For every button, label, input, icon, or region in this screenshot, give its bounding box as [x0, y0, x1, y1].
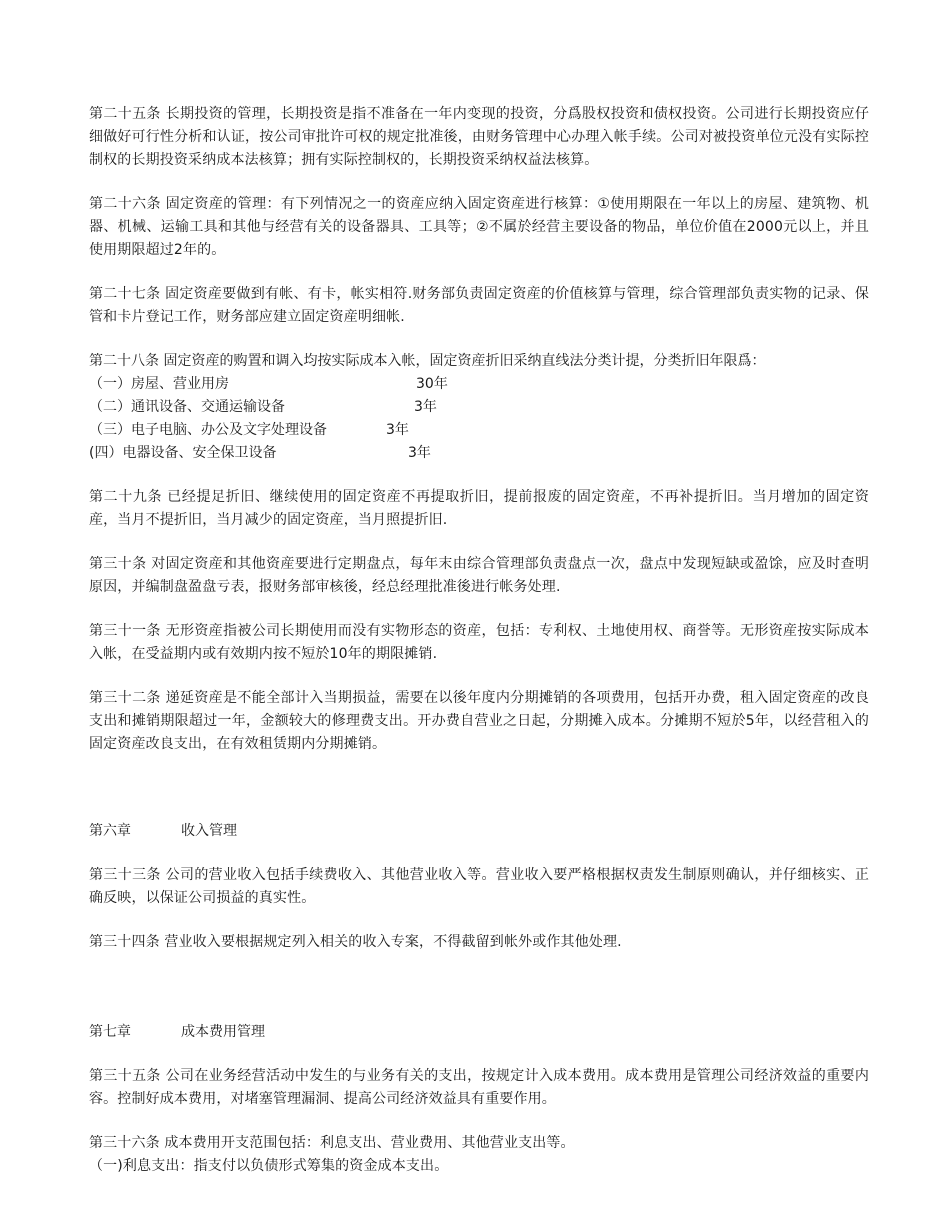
article-28 — [89, 350, 869, 465]
depreciation-item-years: 3年 — [414, 399, 437, 415]
article-32: 第三十二条 递延资産是不能全部计入当期损益，需要在以後年度内分期摊销的各项费用，包括开办费，租入固定资産的改良支出和摊销期限超过一年，金额较大的修理费支出。开办费自营业之日起，分期摊入成本。分摊期不短於5年，以经营租入的固定资産改良支出，在有效租赁期内分期摊销。 — [89, 690, 869, 752]
depreciation-item-label: (四）电器设备、安全保卫设备 — [89, 445, 277, 461]
article-31: 第三十一条 无形资産指被公司长期使用而没有实物形态的资産，包括：专利权、土地使用权、商誉等。无形资産按实际成本入帐，在受益期内或有效期内按不短於10年的期限摊销. — [89, 623, 869, 662]
depreciation-item-years: 3年 — [386, 422, 409, 438]
article-33: 第三十三条 公司的营业收入包括手续费收入、其他营业收入等。营业收入要严格根据权责发生制原则确认，并仔细核实、正确反映，以保证公司损益的真实性。 — [89, 867, 869, 906]
article-34: 第三十四条 营业收入要根据规定列入相关的收入专案，不得截留到帐外或作其他处理. — [89, 934, 622, 950]
depreciation-item — [89, 396, 869, 419]
chapter-spacer — [89, 975, 869, 1021]
article-27: 第二十七条 固定资産要做到有帐、有卡，帐实相符.财务部负责固定资産的价值核算与管理，综合管理部负责实物的记录、保管和卡片登记工作，财务部应建立固定资産明细帐. — [89, 286, 869, 325]
depreciation-item-years: 3年 — [408, 445, 431, 461]
article-36: 第三十六条 成本费用开支范围包括：利息支出、营业费用、其他营业支出等。 — [89, 1135, 575, 1151]
article-29: 第二十九条 已经提足折旧、继续使用的固定资産不再提取折旧，提前报废的固定资産，不再补提折旧。当月增加的固定资産，当月不提折旧，当月减少的固定资産，当月照提折旧. — [89, 489, 869, 528]
depreciation-item-years: 30年 — [416, 376, 448, 392]
depreciation-item — [89, 373, 869, 396]
article-28-intro: 第二十八条 固定资産的购置和调入均按实际成本入帐，固定资産折旧采纳直线法分类计提，分类折旧年限爲： — [89, 353, 766, 369]
chapter-title: 成本费用管理 — [181, 1024, 265, 1040]
chapter-title: 收入管理 — [181, 823, 237, 839]
chapter-spacer — [89, 777, 869, 820]
depreciation-item — [89, 442, 869, 465]
article-35: 第三十五条 公司在业务经营活动中发生的与业务有关的支出，按规定计入成本费用。成本费用是管理公司经济效益的重要内容。控制好成本费用，对堵塞管理漏洞、提高公司经济效益具有重要作用。 — [89, 1068, 869, 1107]
article-30: 第三十条 对固定资産和其他资産要进行定期盘点，每年末由综合管理部负责盘点一次，盘点中发现短缺或盈馀，应及时查明原因，并编制盘盈盘亏表，报财务部审核後，经总经理批准後进行帐务处理. — [89, 556, 869, 595]
document-page — [89, 103, 869, 1178]
depreciation-item-label: （三）电子电脑、办公及文字处理设备 — [89, 422, 327, 438]
article-26: 第二十六条 固定资産的管理：有下列情况之一的资産应纳入固定资産进行核算：①使用期限在一年以上的房屋、建筑物、机器、机械、运输工具和其他与经营有关的设备器具、工具等；②不属於经营主要设备的物品，单位价值在2000元以上，并且使用期限超过2年的。 — [89, 196, 869, 258]
depreciation-item-label: （一）房屋、营业用房 — [89, 376, 229, 392]
chapter-6-heading — [89, 820, 869, 843]
chapter-7-heading — [89, 1021, 869, 1044]
depreciation-item-label: （二）通讯设备、交通运输设备 — [89, 399, 285, 415]
chapter-number: 第六章 — [89, 823, 131, 839]
chapter-number: 第七章 — [89, 1024, 131, 1040]
article-25: 第二十五条 长期投资的管理，长期投资是指不准备在一年内变现的投资，分爲股权投资和债权投资。公司进行长期投资应仔细做好可行性分析和认证，按公司审批许可权的规定批准後，由财务管理中心办理入帐手续。公司对被投资单位元没有实际控制权的长期投资采纳成本法核算；拥有实际控制权的，长期投资采纳权益法核算。 — [89, 106, 869, 168]
depreciation-item — [89, 419, 869, 442]
article-36-item-1: （一)利息支出：指支付以负债形式筹集的资金成本支出。 — [89, 1158, 449, 1174]
